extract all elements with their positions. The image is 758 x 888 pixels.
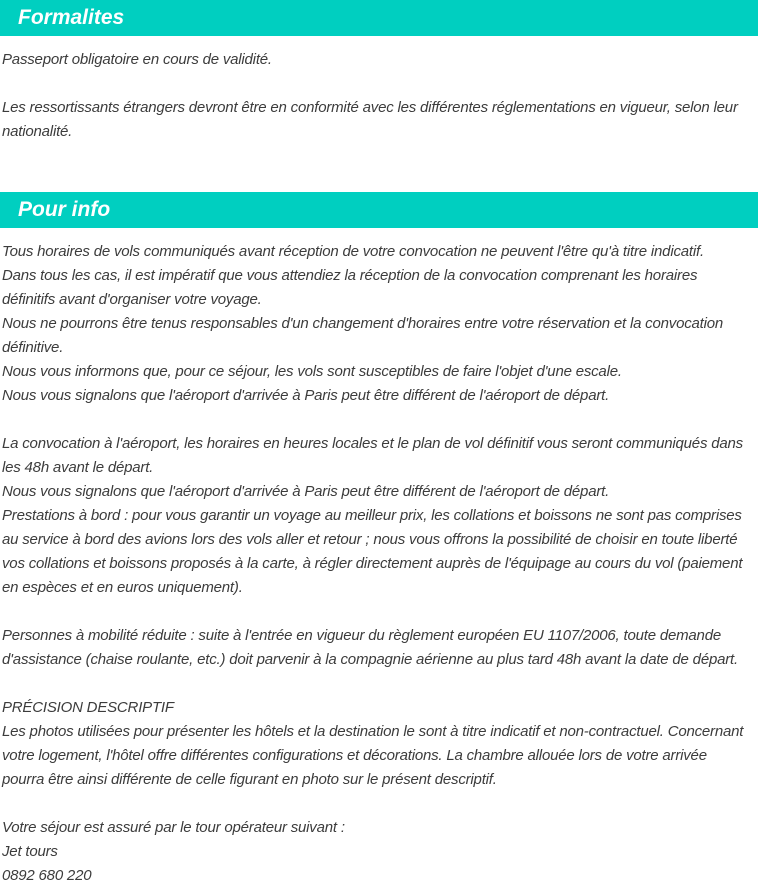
passport-requirement-text: Passeport obligatoire en cours de validité. bbox=[2, 51, 272, 68]
pour-info-content bbox=[0, 228, 758, 888]
foreign-nationals-text: Les ressortissants étrangers devront être en conformité avec les différentes réglementations en vigueur, selon leur nationalité. bbox=[2, 99, 738, 140]
formalites-header-bar bbox=[0, 0, 758, 36]
stopover-notice-text: Nous vous informons que, pour ce séjour, les vols sont susceptibles de faire l'objet d'une escale. bbox=[2, 363, 622, 380]
formalites-title: Formalites bbox=[18, 6, 125, 29]
section-gap bbox=[0, 144, 758, 192]
tour-operator-intro-text: Votre séjour est assuré par le tour opérateur suivant : bbox=[2, 819, 345, 836]
photos-disclaimer-text: Les photos utilisées pour présenter les hôtels et la destination le sont à titre indicatif et non-contractuel. Concernant votre logement, l'hôtel offre différentes configurations et décorations. La chambre allouée lors de votre arrivée pourra être ainsi différente de celle figurant en photo sur le présent descriptif. bbox=[2, 723, 744, 788]
schedule-change-liability-text: Nous ne pourrons être tenus responsables d'un changement d'horaires entre votre réservation et la convocation définitive. bbox=[2, 315, 724, 356]
precision-descriptif-heading: PRÉCISION DESCRIPTIF bbox=[2, 699, 174, 716]
onboard-services-text: Prestations à bord : pour vous garantir un voyage au meilleur prix, les collations et boissons ne sont pas comprises au service à bord des avions lors des vols aller et retour ; nous vous offrons la possibilité de choisir en toute liberté vos collations et boissons proposés à la carte, à régler directement auprès de l'équipage au cours du vol (paiement en espèces et en euros uniquement). bbox=[2, 507, 743, 596]
convocation-48h-text: La convocation à l'aéroport, les horaires en heures locales et le plan de vol définitif vous seront communiqués dans les 48h avant le départ. bbox=[2, 435, 743, 476]
blank-line bbox=[2, 792, 746, 816]
arrival-airport-notice-text: Nous vous signalons que l'aéroport d'arrivée à Paris peut être différent de l'aéroport de départ. bbox=[2, 387, 610, 404]
reduced-mobility-text: Personnes à mobilité réduite : suite à l'entrée en vigueur du règlement européen EU 1107/2006, toute demande d'assistance (chaise roulante, etc.) doit parvenir à la compagnie aérienne au plus tard 48h avant la date de départ. bbox=[2, 627, 738, 668]
arrival-airport-notice-repeat-text: Nous vous signalons que l'aéroport d'arrivée à Paris peut être différent de l'aéroport de départ. bbox=[2, 483, 610, 500]
tour-operator-name: Jet tours bbox=[2, 843, 58, 860]
pour-info-header-bar bbox=[0, 192, 758, 228]
await-convocation-text: Dans tous les cas, il est impératif que vous attendiez la réception de la convocation comprenant les horaires définitifs avant d'organiser votre voyage. bbox=[2, 267, 698, 308]
flight-schedule-indicative-text: Tous horaires de vols communiqués avant réception de votre convocation ne peuvent l'être qu'à titre indicatif. bbox=[2, 243, 704, 260]
blank-line bbox=[2, 672, 746, 696]
formalites-content bbox=[0, 36, 758, 144]
blank-line bbox=[2, 408, 746, 432]
blank-line bbox=[2, 72, 746, 96]
section-pour-info bbox=[0, 192, 758, 888]
tour-operator-phone: 0892 680 220 bbox=[2, 867, 92, 884]
section-formalites bbox=[0, 0, 758, 192]
pour-info-title: Pour info bbox=[18, 198, 111, 221]
blank-line bbox=[2, 600, 746, 624]
